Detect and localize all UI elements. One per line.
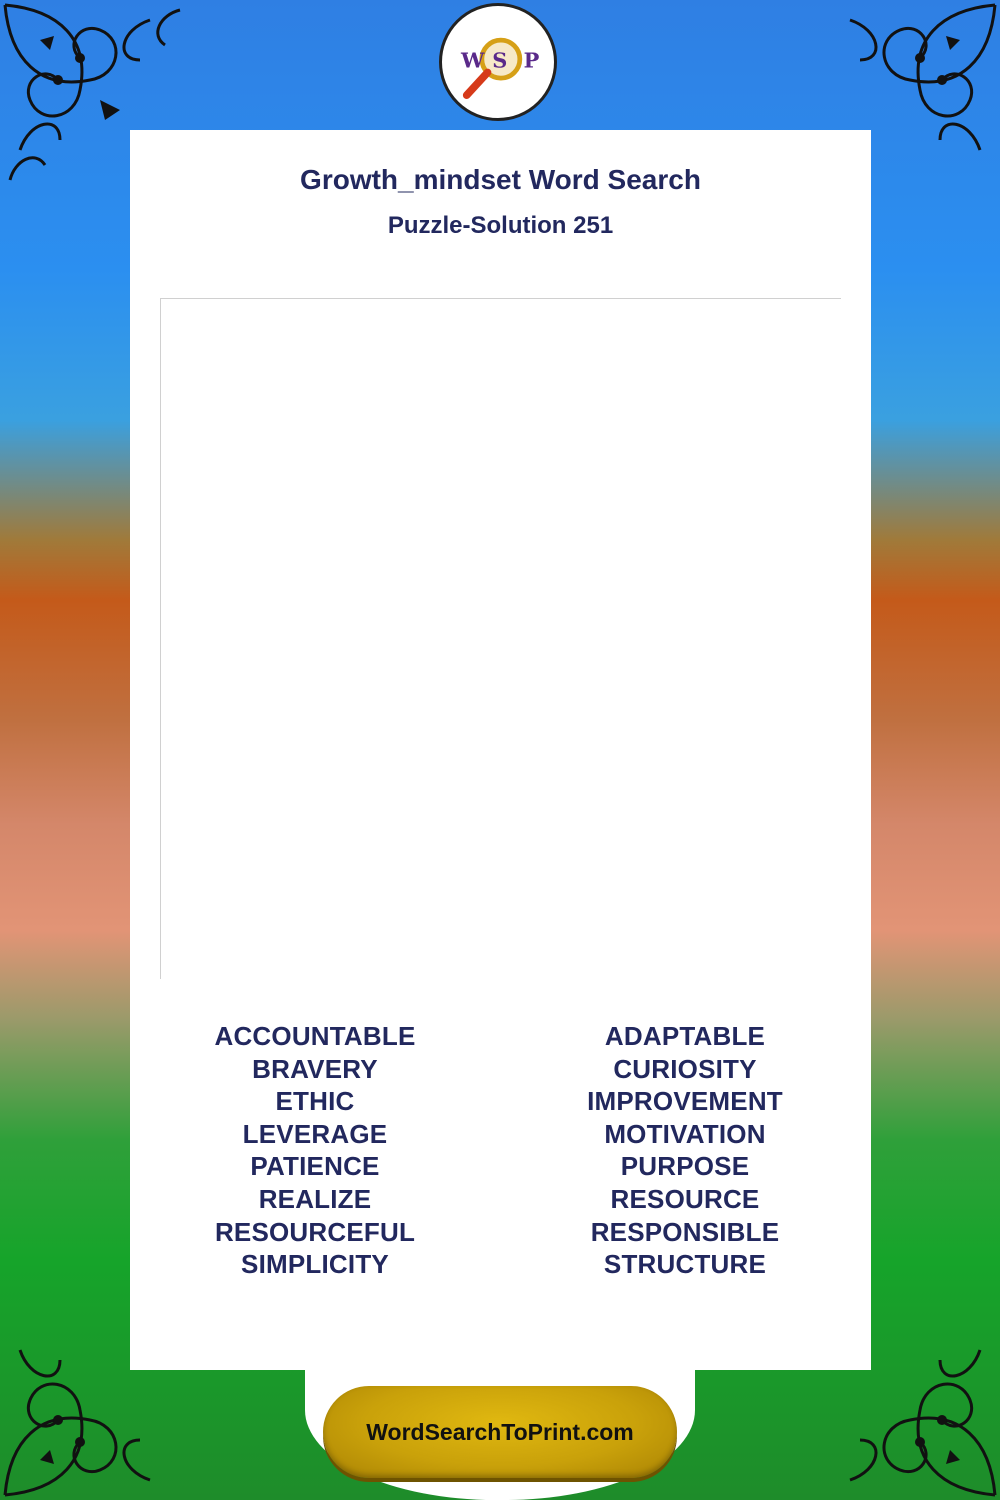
word-item: IMPROVEMENT bbox=[587, 1086, 783, 1117]
word-item: BRAVERY bbox=[252, 1053, 378, 1084]
word-item: RESOURCE bbox=[610, 1183, 760, 1214]
site-link-button[interactable]: WordSearchToPrint.com bbox=[323, 1386, 677, 1478]
word-list bbox=[130, 1020, 871, 1281]
logo-letter-w: W bbox=[460, 47, 485, 73]
word-item: ADAPTABLE bbox=[604, 1021, 766, 1051]
word-list-right bbox=[500, 1020, 870, 1281]
puzzle-grid-area bbox=[160, 298, 841, 979]
word-item: ETHIC bbox=[275, 1086, 355, 1117]
word-item: RESPONSIBLE bbox=[590, 1216, 780, 1247]
word-item: LEVERAGE bbox=[242, 1118, 388, 1149]
word-item: CURIOSITY bbox=[613, 1053, 757, 1084]
word-item: STRUCTURE bbox=[603, 1249, 767, 1280]
site-logo[interactable] bbox=[439, 3, 557, 121]
word-item: MOTIVATION bbox=[604, 1118, 766, 1149]
logo-letter-s: S bbox=[492, 47, 508, 73]
page-title: Growth_mindset Word Search bbox=[300, 164, 701, 195]
logo-letter-p: P bbox=[523, 47, 540, 73]
letter-grid[interactable] bbox=[160, 298, 841, 979]
word-list-left bbox=[130, 1020, 500, 1281]
page-subtitle: Puzzle-Solution 251 bbox=[387, 212, 614, 239]
word-item: REALIZE bbox=[258, 1183, 372, 1214]
puzzle-card bbox=[130, 130, 871, 1370]
word-item: PURPOSE bbox=[620, 1151, 750, 1182]
word-item: SIMPLICITY bbox=[241, 1249, 389, 1280]
word-item: RESOURCEFUL bbox=[214, 1216, 416, 1247]
word-item: ACCOUNTABLE bbox=[214, 1021, 416, 1051]
word-item: PATIENCE bbox=[250, 1151, 380, 1182]
